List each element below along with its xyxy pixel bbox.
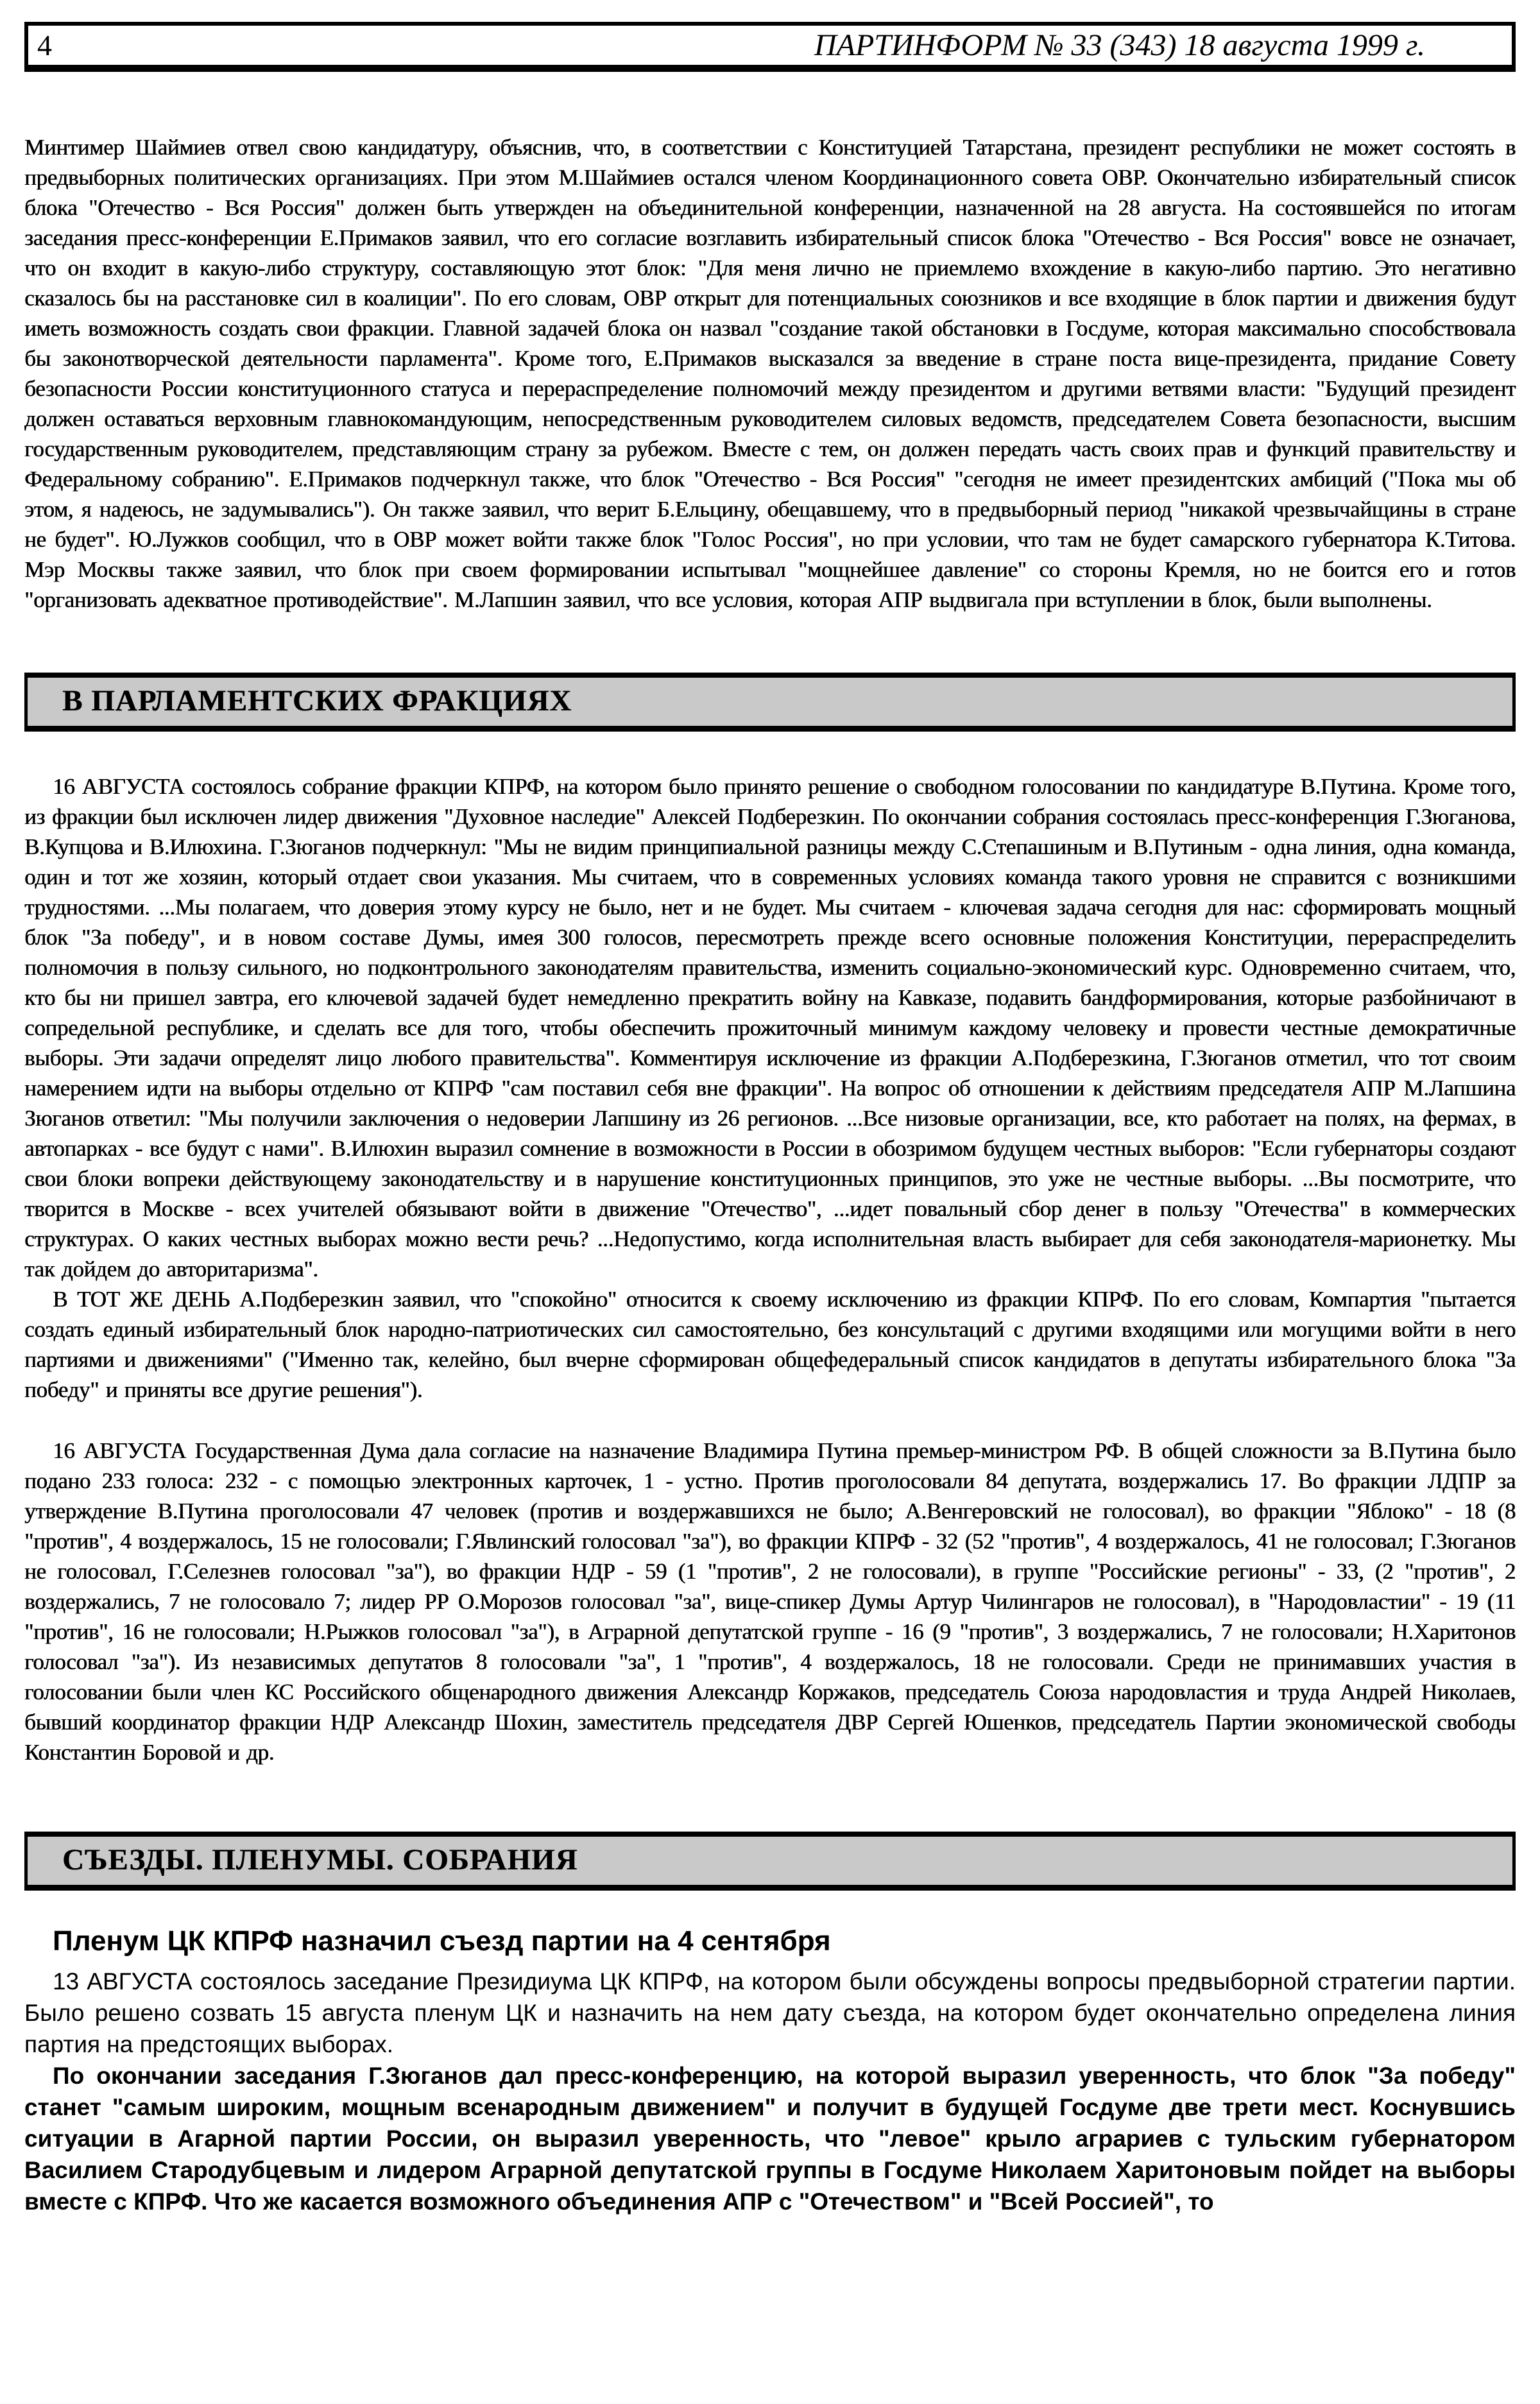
lead-paragraph: Минтимер Шаймиев отвел свою кандидатуру, объяснив, что, в соответствии с Конституцией Татарстана, президент республики не может состоять в предвыборных политических организациях. При этом М.Шаймиев остался членом Координационного совета ОВР. Окончательно избирательный список блока "Отечество - Вся Россия" должен быть утвержден на объединительной конференции, назначенной на 28 августа. На состоявшейся по итогам заседания пресс-конференции Е.Примаков заявил, что его согласие возглавить избирательный список блока "Отечество - Вся Россия" вовсе не означает, что он входит в какую-либо структуру, составляющую этот блок: "Для меня лично не приемлемо вхождение в какую-либо партию. Это негативно сказалось бы на расстановке сил в коалиции". По его словам, ОВР открыт для потенциальных союзников и все входящие в блок партии и движения будут иметь возможность создать свои фракции. Главной задачей блока он назвал "создание такой обстановки в Госдуме, которая максимально способствовала бы законотворческой деятельности парламента". Кроме того, Е.Примаков высказался за введение в стране поста вице-президента, придание Совету безопасности России конституционного статуса и перераспределение полномочий между президентом и другими ветвями власти: "Будущий президент должен оставаться верховным главнокомандующим, непосредственным руководителем силовых ведомств, председателем Совета безопасности, высшим государственным руководителем, представляющим страну за рубежом. Вместе с тем, он должен передать часть своих прав и функций правительству и Федеральному собранию". Е.Примаков подчеркнул также, что блок "Отечество - Вся Россия" "сегодня не имеет президентских амбиций ("Пока мы об этом, я надеюсь, не задумывались"). Он также заявил, что верит Б.Ельцину, обещавшему, что в предвыборный период "никакой чрезвычайщины в стране не будет". Ю.Лужков сообщил, что в ОВР может войти также блок "Голос Россия", но при условии, что там не будет самарского губернатора К.Титова. Мэр Москвы также заявил, что блок при своем формировании испытывал "мощнейшее давление" со стороны Кремля, но не боится его и готов "организовать адекватное противодействие". М.Лапшин заявил, что все условия, которая АПР выдвигала при вступлении в блок, были выполнены. [24, 135, 1516, 612]
section-header-parliamentary-fractions [24, 673, 1516, 732]
newsletter-page [0, 22, 1540, 2217]
paragraph-kprf-meeting: 16 АВГУСТА состоялось собрание фракции КПРФ, на котором было принято решение о свободном голосовании по кандидатуре В.Путина. Кроме того, из фракции был исключен лидер движения "Духовное наследие" Алексей Подберезкин. По окончании собрания состоялась пресс-конференция Г.Зюганова, В.Купцова и В.Илюхина. Г.Зюганов подчеркнул: "Мы не видим принципиальной разницы между С.Степашиным и В.Путиным - одна линия, одна команда, один и тот же хозяин, который отдает свои указания. Мы считаем, что в современных условиях команда такого уровня не справится с возникшими трудностями. ...Мы полагаем, что доверия этому курсу не было, нет и не будет. Мы считаем - ключевая задача сегодня для нас: сформировать мощный блок "За победу", и в новом составе Думы, имея 300 голосов, пересмотреть прежде всего основные положения Конституции, перераспределить полномочия в пользу сильного, но подконтрольного законодателям правительства, изменить социально-экономический курс. Одновременно считаем, что, кто бы ни пришел завтра, его ключевой задачей будет немедленно прекратить войну на Кавказе, подавить бандформирования, которые разбойничают в сопредельной республике, и сделать все для того, чтобы обеспечить прожиточный минимум каждому человеку и провести честные демократичные выборы. Эти задачи определят лицо любого правительства". Комментируя исключение из фракции А.Подберезкина, Г.Зюганов отметил, что тот своим намерением идти на выборы отдельно от КПРФ "сам поставил себя вне фракции". На вопрос об отношении к действиям председателя АПР М.Лапшина Зюганов ответил: "Мы получили заключения о недоверии Лапшину из 26 регионов. ...Все низовые организации, все, кто работает на полях, на фермах, в автопарках - все будут с нами". В.Илюхин выразил сомнение в возможности в России в обозримом будущем честных выборов: "Если губернаторы создают свои блоки вопреки действующему законодательству и в нарушение конституционных принципов, это уже не честные выборы. ...Вы посмотрите, что творится в Москве - всех учителей обязывают войти в движение "Отечество", ...идет повальный сбор денег в пользу "Отечества" в коммерческих структурах. О каких честных выборах можно вести речь? ...Недопустимо, когда исполнительная власть выбирает для себя законодателя-марионетку. Мы так дойдем до авторитаризма". [24, 774, 1516, 1282]
paragraph-duma-vote: 16 АВГУСТА Государственная Дума дала согласие на назначение Владимира Путина премьер-министром РФ. В общей сложности за В.Путина было подано 233 голоса: 232 - с помощью электронных карточек, 1 - устно. Против проголосовали 84 депутата, воздержались 17. Во фракции ЛДПР за утверждение В.Путина проголосовали 47 человек (против и воздержавшихся не было; А.Венгеровский не голосовал), во фракции "Яблоко" - 18 (8 "против", 4 воздержалось, 15 не голосовали; Г.Явлинский голосовал "за"), во фракции КПРФ - 32 (52 "против", 4 воздержалось, 41 не голосовал; Г.Зюганов не голосовал, Г.Селезнев голосовал "за"), во фракции НДР - 59 (1 "против", 2 не голосовали), в группе "Российские регионы" - 33, (2 "против", 2 воздержались, 7 не голосовало 7; лидер РР О.Морозов голосовал "за", вице-спикер Думы Артур Чилингаров не голосовал), в "Народовластии" - 19 (11 "против", 16 не голосовали; Н.Рыжков голосовал "за"), в Аграрной депутатской группе - 16 (9 "против", 3 воздержались, 7 не голосовали; Н.Харитонов голосовал "за"). Из независимых депутатов 8 голосовали "за", 1 "против", 4 воздержалось, 18 не голосовали. Среди не принимавших участия в голосовании были член КС Российского общенародного движения Александр Коржаков, председатель Союза народовластия и труда Андрей Николаев, бывший координатор фракции НДР Александр Шохин, заместитель председателя ДВР Сергей Юшенков, председатель Партии экономической свободы Константин Боровой и др. [24, 1438, 1516, 1765]
paragraph-podberezkin: В ТОТ ЖЕ ДЕНЬ А.Подберезкин заявил, что "спокойно" относится к своему исключению из фракции КПРФ. По его словам, Компартия "пытается создать единый избирательный блок народно-патриотических сил самостоятельно, без консультаций с другими входящими или могущими войти в него партиями и движениями" ("Именно так, келейно, был вчерне сформирован общефедеральный список кандидатов в депутаты избирательного блока "За победу" и приняты все другие решения"). [24, 1287, 1516, 1402]
section-title: В ПАРЛАМЕНТСКИХ ФРАКЦИЯХ [62, 684, 572, 717]
section-title: СЪЕЗДЫ. ПЛЕНУМЫ. СОБРАНИЯ [62, 1843, 578, 1876]
masthead [24, 22, 1516, 72]
section-header-congresses-plenums [24, 1832, 1516, 1891]
paragraph-zyuganov-press-conference: По окончании заседания Г.Зюганов дал пресс-конференцию, на которой выразил уверенность, что блок "За победу" станет "самым широким, мощным всенародным движением" и получит в будущей Госдуме две трети мест. Коснувшись ситуации в Агарной партии России, он выразил уверенность, что "левое" крыло аграриев с тульским губернатором Василием Стародубцевым и лидером Аграрной депутатской группы в Госдуме Николаем Харитоновым пойдет на выборы вместе с КПРФ. Что же касается возможного объединения АПР с "Отечеством" и "Всей Россией", то [24, 2062, 1516, 2215]
article-headline: Пленум ЦК КПРФ назначил съезд партии на 4 сентября [53, 1925, 831, 1957]
paragraph-presidium-meeting: 13 АВГУСТА состоялось заседание Президиума ЦК КПРФ, на котором были обсуждены вопросы предвыборной стратегии партии. Было решено созвать 15 августа пленум ЦК и назначить на нем дату съезда, на котором будет окончательно определена линия партия на предстоящих выборах. [24, 1968, 1516, 2057]
issue-title: ПАРТИНФОРМ № 33 (343) 18 августа 1999 г. [814, 28, 1425, 62]
page-number: 4 [37, 28, 52, 62]
